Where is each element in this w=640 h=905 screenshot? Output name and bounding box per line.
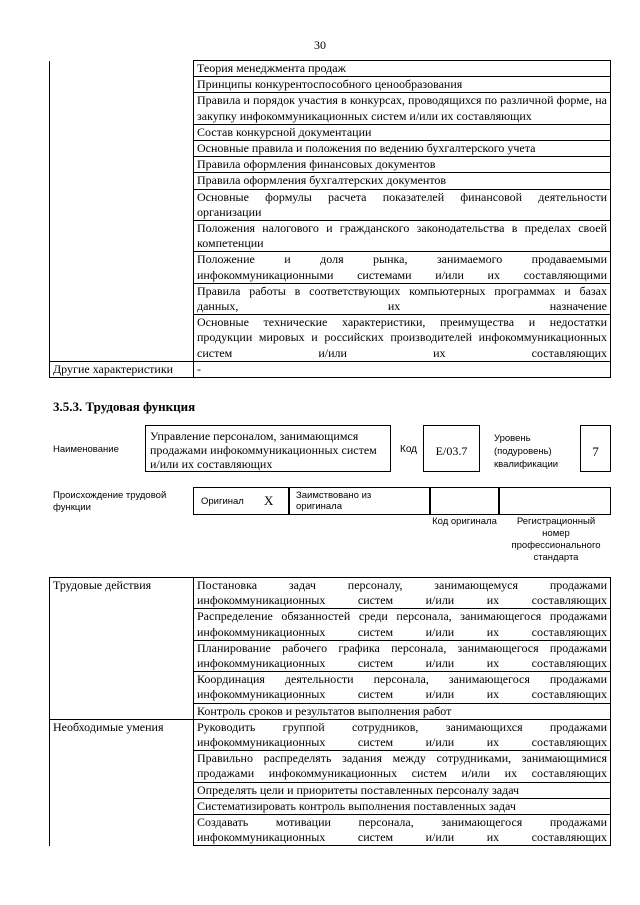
labor-action-row: Планирование рабочего графика персонала, занимающегося продажами инфокоммуникационных систем и/или их составляющих	[194, 640, 611, 671]
labor-action-row: Контроль сроков и результатов выполнения работ	[194, 703, 611, 719]
page-number: 30	[314, 38, 326, 52]
knowledge-row: Правила оформления финансовых документов	[194, 157, 611, 173]
origin-label: Происхождение трудовой функции	[53, 490, 167, 513]
code-original-box	[430, 487, 499, 515]
original-mark: X	[264, 493, 274, 508]
other-characteristics-value: -	[194, 361, 611, 377]
borrowed-box	[289, 487, 430, 515]
labor-action-row: Постановка задач персоналу, занимающемуся продажами инфокоммуникационных систем и/или их составляющих	[194, 578, 611, 609]
knowledge-label-cell	[50, 61, 194, 362]
level-value: 7	[592, 444, 599, 459]
knowledge-row: Основные правила и положения по ведению бухгалтерского учета	[194, 141, 611, 157]
function-details-table	[49, 577, 611, 846]
labor-action-row: Координация деятельности персонала, занимающегося продажами инфокоммуникационных систем и/или их составляющих	[194, 672, 611, 703]
knowledge-row: Теория менеджмента продаж	[194, 61, 611, 77]
other-characteristics-label: Другие характеристики	[50, 361, 194, 377]
code-box	[423, 425, 480, 472]
original-label: Оригинал	[201, 496, 244, 507]
code-value: E/03.7	[435, 444, 468, 458]
knowledge-row: Положение и доля рынка, занимаемого продаваемыми инфокоммуникационными системами и/или их составляющими	[194, 252, 611, 283]
skill-row: Создавать мотивации персонала, занимающегося продажами инфокоммуникационных систем и/или их составляющих	[194, 815, 611, 846]
reg-number-caption: Регистрационный номер профессионального стандарта	[511, 516, 601, 563]
knowledge-row: Правила оформления бухгалтерских документов	[194, 173, 611, 189]
function-name: Управление персоналом, занимающимся продажами инфокоммуникационных систем и/или их составляющих	[150, 429, 377, 471]
code-original-caption: Код оригинала	[432, 516, 497, 527]
name-label: Наименование	[53, 444, 119, 455]
knowledge-row: Положения налогового и гражданского законодательства в пределах своей компетенции	[194, 221, 611, 252]
knowledge-row: Основные формулы расчета показателей финансовой деятельности организации	[194, 189, 611, 220]
original-box	[193, 487, 289, 515]
function-name-box	[145, 425, 391, 472]
skill-row: Правильно распределять задания между сотрудниками, занимающимися продажами инфокоммуникационных систем и/или их составляющих	[194, 751, 611, 782]
knowledge-row: Основные технические характеристики, преимущества и недостатки продукции мировых и российских производителей инфокоммуникационных систем и/или их составляющих	[194, 315, 611, 362]
knowledge-row: Состав конкурсной документации	[194, 124, 611, 140]
skills-label: Необходимые умения	[50, 719, 194, 846]
borrowed-label: Заимствовано из оригинала	[296, 490, 372, 512]
level-box	[580, 425, 611, 472]
skill-row: Систематизировать контроль выполнения поставленных задач	[194, 798, 611, 814]
code-label: Код	[400, 444, 418, 455]
skill-row: Определять цели и приоритеты поставленных персоналу задач	[194, 782, 611, 798]
level-label: Уровень (подуровень) квалификации	[494, 433, 559, 470]
labor-actions-label: Трудовые действия	[50, 578, 194, 720]
knowledge-row: Правила работы в соответствующих компьютерных программах и базах данных, их назначение	[194, 283, 611, 314]
section-title: 3.5.3. Трудовая функция	[53, 399, 196, 414]
skill-row: Руководить группой сотрудников, занимающихся продажами инфокоммуникационных систем и/или их составляющих	[194, 719, 611, 750]
reg-number-box	[499, 487, 611, 515]
knowledge-table	[49, 60, 611, 378]
knowledge-row: Правила и порядок участия в конкурсах, проводящихся по различной форме, на закупку инфокоммуникационных систем и/или их составляющих	[194, 93, 611, 124]
labor-action-row: Распределение обязанностей среди персонала, занимающегося продажами инфокоммуникационных систем и/или их составляющих	[194, 609, 611, 640]
knowledge-row: Принципы конкурентоспособного ценообразования	[194, 77, 611, 93]
